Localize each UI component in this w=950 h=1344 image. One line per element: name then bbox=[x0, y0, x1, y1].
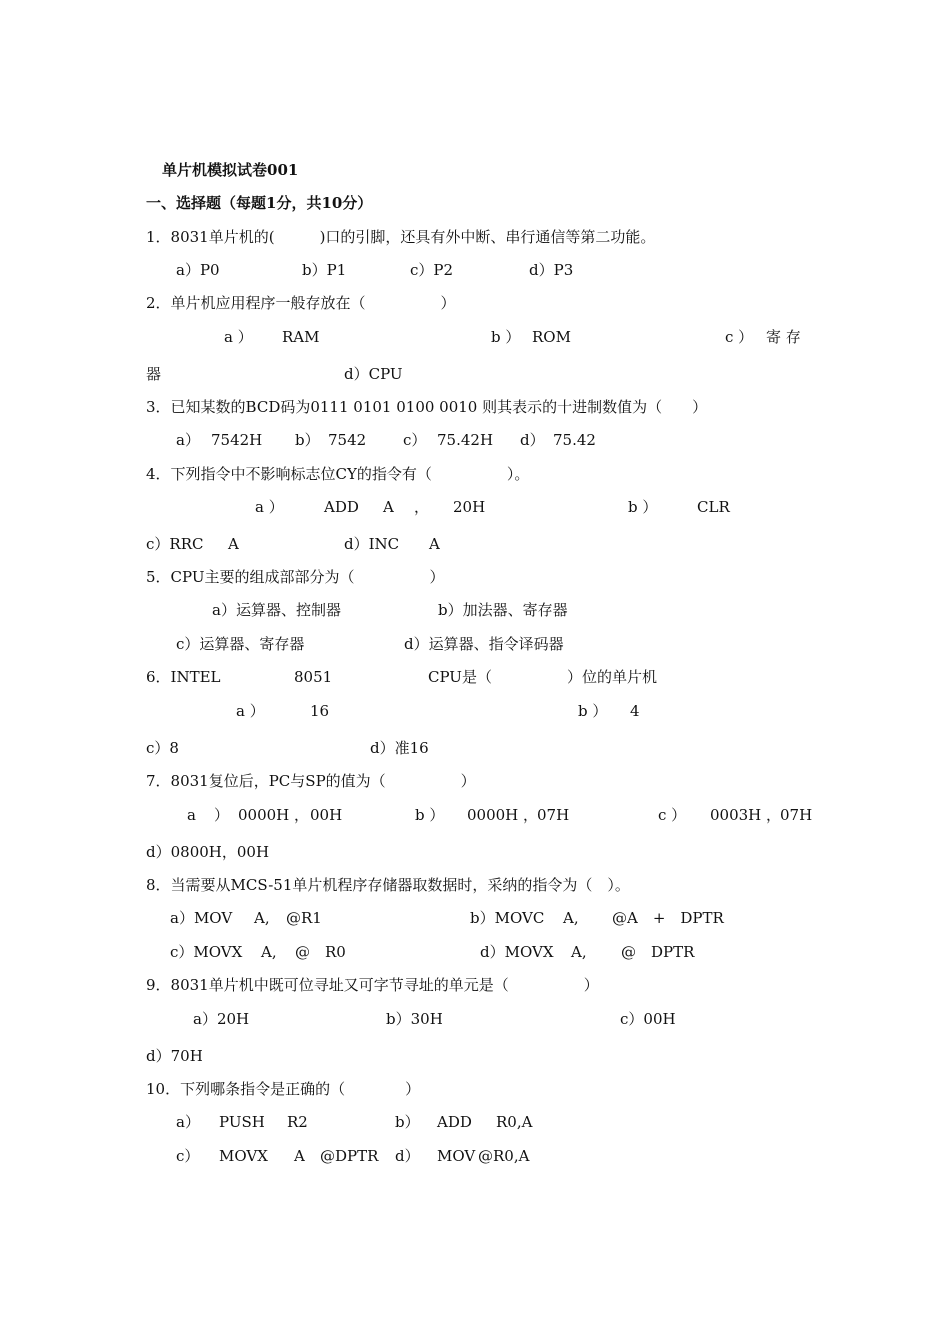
question-9-option-d: d）70H bbox=[146, 1047, 203, 1065]
question-3-option-c-label: c） bbox=[403, 431, 427, 449]
question-2-option-c-label: c ） bbox=[725, 328, 754, 346]
question-7-option-b-sp: 07H bbox=[537, 806, 570, 824]
question-8-stem: 8．当需要从MCS-51单片机程序存储器取数据时，采纳的指令为（ ）。 bbox=[146, 876, 630, 894]
question-2-option-c-wrap: 器 bbox=[146, 365, 162, 383]
question-2-stem: 2．单片机应用程序一般存放在（ ） bbox=[146, 294, 456, 312]
question-1-stem: 1．8031单片机的( )口的引脚，还具有外中断、串行通信等第二功能。 bbox=[146, 228, 656, 246]
question-6-option-a-label: a ） bbox=[236, 702, 265, 720]
question-7-option-c-sp: 07H bbox=[780, 806, 813, 824]
question-8-option-a-op: a）MOV bbox=[170, 909, 233, 927]
question-4-option-b-label: b ） bbox=[628, 498, 658, 516]
question-7-option-b-label: b ） bbox=[415, 806, 445, 824]
question-10-option-c-op: MOVX bbox=[219, 1147, 268, 1165]
question-6-stem-part2: 8051 bbox=[294, 668, 333, 686]
question-10-option-c-label: c） bbox=[176, 1147, 200, 1165]
question-6-option-b-label: b ） bbox=[578, 702, 608, 720]
question-4-option-a-op: ADD bbox=[324, 498, 359, 516]
question-6-stem-part3: CPU是（ ）位的单片机 bbox=[428, 668, 657, 686]
question-5-option-b: b）加法器、寄存器 bbox=[438, 601, 568, 619]
question-2-option-b-text: ROM bbox=[532, 328, 571, 346]
question-6-option-a-text: 16 bbox=[310, 702, 330, 720]
question-7-option-c-label: c ） bbox=[658, 806, 687, 824]
question-3-option-b-text: 7542 bbox=[328, 431, 367, 449]
question-10-option-b-op: ADD bbox=[437, 1113, 472, 1131]
question-4-option-b-text: CLR bbox=[697, 498, 730, 516]
question-4-option-a-label: a ） bbox=[255, 498, 284, 516]
question-4-option-a-addr: 20H bbox=[453, 498, 486, 516]
question-4-stem: 4．下列指令中不影响标志位CY的指令有（ ）。 bbox=[146, 465, 530, 483]
question-1-option-d: d）P3 bbox=[529, 261, 574, 279]
question-8-option-b-reg: A, bbox=[563, 909, 579, 927]
question-8-option-c-op: c）MOVX bbox=[170, 943, 243, 961]
question-9-option-a: a）20H bbox=[193, 1010, 250, 1028]
question-9-option-b: b）30H bbox=[386, 1010, 443, 1028]
question-8-option-a-src: @R1 bbox=[286, 909, 322, 927]
question-8-option-d-reg: A, bbox=[571, 943, 587, 961]
question-3-option-a-label: a） bbox=[176, 431, 200, 449]
question-8-option-c-src: @ R0 bbox=[295, 943, 346, 961]
question-10-option-d-label: d） bbox=[395, 1147, 420, 1165]
question-9-stem: 9．8031单片机中既可位寻址又可字节寻址的单元是（ ） bbox=[146, 976, 599, 994]
question-7-option-a-paren: ） bbox=[214, 806, 230, 824]
question-10-stem: 10．下列哪条指令是正确的（ ） bbox=[146, 1080, 421, 1098]
question-3-option-d-label: d） bbox=[520, 431, 545, 449]
question-10-option-a-reg: R2 bbox=[287, 1113, 308, 1131]
question-10-option-c-reg: A bbox=[294, 1147, 305, 1165]
question-3-option-c-text: 75.42H bbox=[437, 431, 494, 449]
question-3-option-d-text: 75.42 bbox=[553, 431, 596, 449]
question-6-stem-part1: 6．INTEL bbox=[146, 668, 221, 686]
section-heading: 一、选择题（每题1分，共10分） bbox=[146, 194, 373, 212]
question-7-option-a-label: a bbox=[187, 806, 196, 824]
question-2-option-d: d）CPU bbox=[344, 365, 403, 383]
question-10-option-d-src: @R0,A bbox=[478, 1147, 530, 1165]
question-8-option-c-reg: A, bbox=[261, 943, 277, 961]
question-10-option-b-reg: R0,A bbox=[496, 1113, 533, 1131]
question-7-option-c-pc: 0003H ， bbox=[710, 806, 782, 824]
question-8-option-a-reg: A, bbox=[254, 909, 270, 927]
question-8-option-d-op: d）MOVX bbox=[480, 943, 554, 961]
question-4-option-c-reg: A bbox=[228, 535, 239, 553]
question-10-option-d-op: MOV bbox=[437, 1147, 476, 1165]
question-6-option-d: d）准16 bbox=[370, 739, 429, 757]
question-10-option-a-label: a） bbox=[176, 1113, 200, 1131]
question-10-option-b-label: b） bbox=[395, 1113, 420, 1131]
question-4-option-d-reg: A bbox=[429, 535, 440, 553]
question-1-option-c: c）P2 bbox=[410, 261, 454, 279]
question-7-option-d: d）0800H，00H bbox=[146, 843, 270, 861]
question-4-option-c-op: c）RRC bbox=[146, 535, 204, 553]
question-4-option-a-reg: A bbox=[383, 498, 394, 516]
question-3-option-a-text: 7542H bbox=[211, 431, 263, 449]
question-10-option-a-op: PUSH bbox=[219, 1113, 265, 1131]
question-3-option-b-label: b） bbox=[295, 431, 320, 449]
question-4-option-a-comma: ， bbox=[414, 498, 430, 516]
question-5-option-c: c）运算器、寄存器 bbox=[176, 635, 305, 653]
question-1-option-b: b）P1 bbox=[302, 261, 347, 279]
question-8-option-b-op: b）MOVC bbox=[470, 909, 545, 927]
question-5-option-d: d）运算器、指令译码器 bbox=[404, 635, 564, 653]
question-7-option-a-sp: 00H bbox=[310, 806, 343, 824]
question-9-option-c: c）00H bbox=[620, 1010, 676, 1028]
question-7-stem: 7．8031复位后，PC与SP的值为（ ） bbox=[146, 772, 476, 790]
question-2-option-a-label: a ） bbox=[224, 328, 253, 346]
question-3-stem: 3．已知某数的BCD码为0111 0101 0100 0010 则其表示的十进制数值为（ ） bbox=[146, 398, 708, 416]
question-8-option-b-src: @A + DPTR bbox=[612, 909, 724, 927]
question-2-option-b-label: b ） bbox=[491, 328, 521, 346]
question-2-option-c-text: 寄 存 bbox=[766, 328, 801, 346]
question-7-option-b-pc: 0000H ， bbox=[467, 806, 539, 824]
question-7-option-a-pc: 0000H ， bbox=[238, 806, 310, 824]
question-6-option-b-text: 4 bbox=[630, 702, 640, 720]
question-5-option-a: a）运算器、控制器 bbox=[212, 601, 341, 619]
question-2-option-a-text: RAM bbox=[282, 328, 320, 346]
question-1-option-a: a）P0 bbox=[176, 261, 220, 279]
question-8-option-d-src: @ DPTR bbox=[621, 943, 695, 961]
question-4-option-d-op: d）INC bbox=[344, 535, 400, 553]
question-10-option-c-src: @DPTR bbox=[320, 1147, 379, 1165]
question-6-option-c: c）8 bbox=[146, 739, 179, 757]
question-5-stem: 5．CPU主要的组成部部分为（ ） bbox=[146, 568, 445, 586]
page-title: 单片机模拟试卷001 bbox=[162, 161, 299, 179]
